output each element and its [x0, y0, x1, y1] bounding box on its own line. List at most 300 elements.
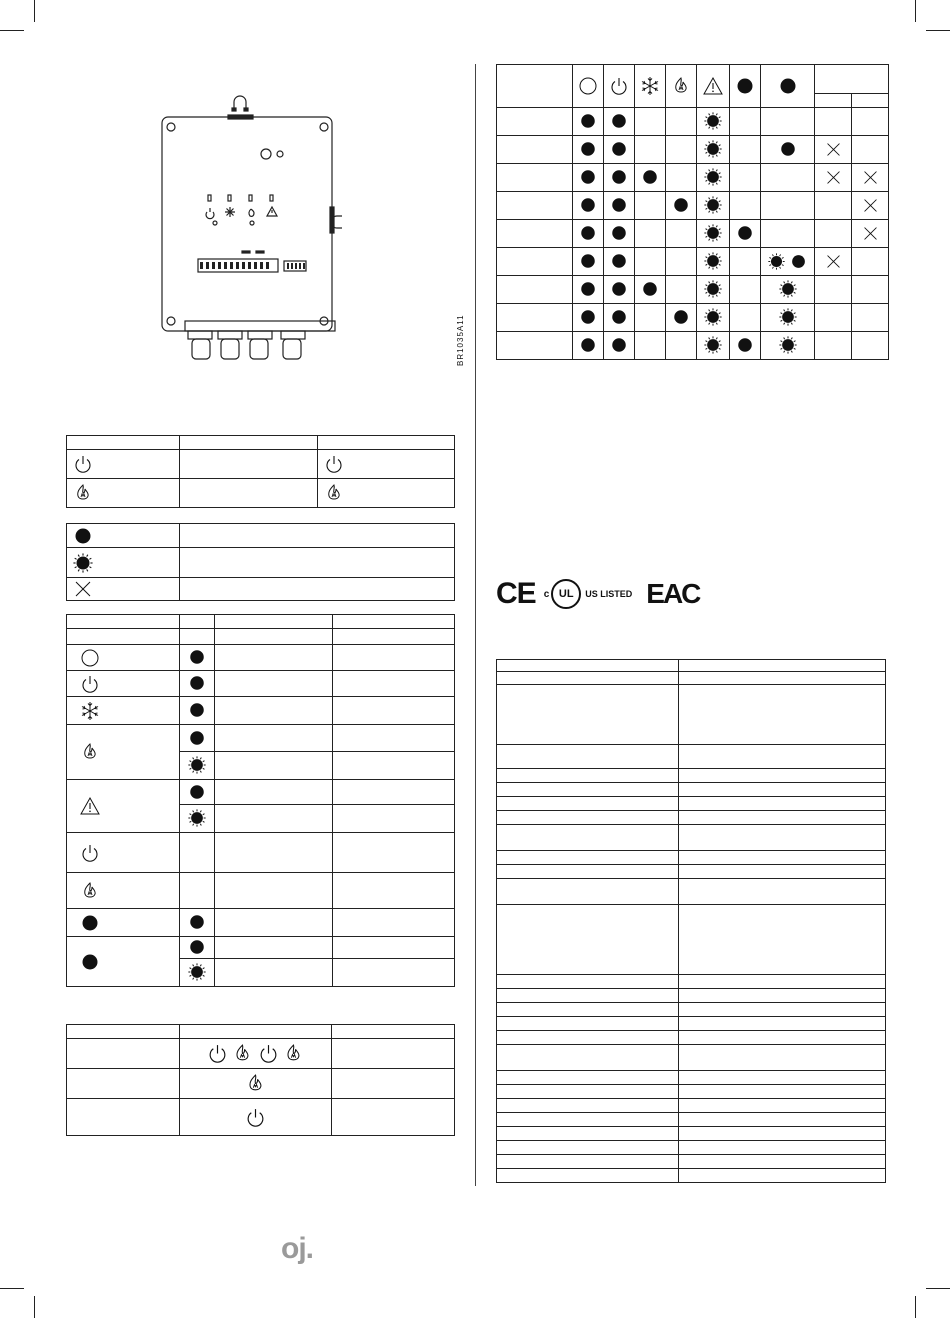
dot-on-icon [579, 280, 597, 298]
table-cell [333, 873, 455, 909]
table-cell [666, 248, 697, 276]
dot-on-icon [610, 168, 628, 186]
cross-icon [825, 169, 842, 186]
snowflake-icon [80, 701, 100, 721]
table-cell [180, 578, 455, 601]
table-cell [497, 1113, 679, 1127]
legend-table [66, 523, 455, 601]
flame-icon [245, 1073, 266, 1094]
power-icon [245, 1107, 266, 1128]
table-cell [573, 276, 604, 304]
spec-row [497, 1155, 886, 1169]
table-cell [332, 1099, 455, 1136]
header-cell [180, 1025, 332, 1039]
table-cell [333, 805, 455, 833]
table-cell [852, 164, 889, 192]
table-row [67, 479, 455, 508]
dot-on-icon [641, 168, 659, 186]
table-cell [67, 524, 180, 548]
table-cell [635, 136, 666, 164]
table-cell [180, 805, 215, 833]
dot-on-icon [579, 336, 597, 354]
table-cell [604, 276, 635, 304]
table-cell [679, 865, 886, 879]
table-cell [497, 905, 679, 975]
dot-on-icon [672, 196, 690, 214]
table-cell [852, 108, 889, 136]
table-cell [333, 833, 455, 873]
mode-table [66, 1024, 455, 1136]
dot-flash-icon [704, 336, 722, 354]
specification-table [496, 659, 886, 1183]
table-cell [852, 304, 889, 332]
spec-row [497, 769, 886, 783]
table-cell [215, 873, 333, 909]
table-cell [333, 937, 455, 959]
table-cell [679, 825, 886, 851]
table-cell [497, 248, 573, 276]
table-cell [497, 865, 679, 879]
crop-mark [34, 1296, 35, 1318]
table-cell [180, 697, 215, 725]
table-cell [215, 752, 333, 780]
spec-row [497, 745, 886, 769]
table-cell [497, 797, 679, 811]
table-cell [497, 989, 679, 1003]
dot-on-icon [736, 336, 754, 354]
table-cell [666, 220, 697, 248]
table-cell [497, 1099, 679, 1113]
table-cell [333, 645, 455, 671]
table-cell [679, 660, 886, 672]
table-cell [180, 671, 215, 697]
header-cell [635, 65, 666, 108]
table-cell [679, 1127, 886, 1141]
table-row [67, 645, 455, 671]
dot-flash-icon [704, 280, 722, 298]
crop-mark [0, 1288, 24, 1289]
table-cell [333, 752, 455, 780]
spec-row [497, 783, 886, 797]
table-cell [333, 629, 455, 645]
table-cell [666, 304, 697, 332]
dot-on-icon [736, 224, 754, 242]
dot-flash-icon [704, 196, 722, 214]
dot-on-icon [610, 308, 628, 326]
header-cell [497, 65, 573, 108]
table-cell [697, 248, 730, 276]
ul-mark: UL [551, 579, 581, 609]
table-cell [573, 192, 604, 220]
table-row [67, 909, 455, 937]
table-cell [761, 332, 815, 360]
spec-row [497, 851, 886, 865]
spec-row [497, 1003, 886, 1017]
dot-flash-icon [704, 308, 722, 326]
table-cell [497, 1031, 679, 1045]
table-cell [679, 1003, 886, 1017]
table-cell [697, 192, 730, 220]
table-cell [815, 332, 852, 360]
table-cell [697, 332, 730, 360]
table-cell [67, 1069, 180, 1099]
table-cell [67, 1039, 180, 1069]
table-cell [852, 136, 889, 164]
spec-row [497, 975, 886, 989]
table-cell [604, 192, 635, 220]
table-cell [815, 108, 852, 136]
dot-on-icon [579, 224, 597, 242]
legend-row [67, 524, 455, 548]
table-cell [635, 276, 666, 304]
table-cell [497, 332, 573, 360]
circle-icon [80, 648, 100, 668]
table-cell [333, 725, 455, 752]
table-cell [815, 276, 852, 304]
dot-on-icon [188, 701, 206, 719]
table-cell [730, 304, 761, 332]
table-cell [318, 479, 455, 508]
table-cell [497, 220, 573, 248]
table-cell [215, 833, 333, 873]
power-icon [80, 674, 100, 694]
dot-flash-icon [704, 112, 722, 130]
table-cell [67, 937, 180, 987]
table-cell [679, 1113, 886, 1127]
table-cell [604, 220, 635, 248]
table-cell [67, 645, 180, 671]
dot-on-icon [188, 729, 206, 747]
table-cell [318, 450, 455, 479]
dot-flash-icon [73, 553, 93, 573]
warning-icon [703, 76, 723, 96]
table-cell [815, 94, 852, 108]
table-cell [67, 697, 180, 725]
dot-on-icon [80, 952, 100, 972]
table-cell [180, 479, 318, 508]
table-cell [67, 780, 180, 833]
table-row [67, 780, 455, 805]
table-cell [697, 276, 730, 304]
table-cell [679, 1169, 886, 1183]
dot-on-icon [610, 196, 628, 214]
table-cell [180, 645, 215, 671]
table-subheader-row [67, 629, 455, 645]
table-cell [497, 1071, 679, 1085]
header-cell [730, 65, 761, 108]
table-cell [679, 783, 886, 797]
crop-mark [915, 0, 916, 22]
table-cell [215, 629, 333, 645]
table-cell [497, 811, 679, 825]
dot-flash-icon [704, 168, 722, 186]
dot-on-icon [735, 76, 755, 96]
spec-row [497, 1017, 886, 1031]
table-cell [666, 108, 697, 136]
table-cell [635, 304, 666, 332]
table-cell [730, 192, 761, 220]
spec-row [497, 1071, 886, 1085]
table-cell [497, 1141, 679, 1155]
table-cell [852, 276, 889, 304]
matrix-row [497, 332, 889, 360]
table-cell [852, 332, 889, 360]
dot-flash-icon [704, 140, 722, 158]
table-cell [497, 1085, 679, 1099]
table-cell [180, 959, 215, 987]
header-cell [332, 1025, 455, 1039]
table-cell [730, 332, 761, 360]
table-cell [679, 672, 886, 685]
table-cell [679, 745, 886, 769]
crop-mark [34, 0, 35, 22]
table-cell [497, 745, 679, 769]
table-cell [635, 164, 666, 192]
table-cell [761, 164, 815, 192]
table-cell [180, 725, 215, 752]
spec-row [497, 685, 886, 745]
table-cell [666, 192, 697, 220]
table-cell [67, 479, 180, 508]
table-cell [215, 697, 333, 725]
table-cell [730, 248, 761, 276]
spec-row [497, 811, 886, 825]
table-cell [332, 1069, 455, 1099]
table-cell [573, 220, 604, 248]
table-cell [815, 164, 852, 192]
table-cell [180, 548, 455, 578]
indicator-table [66, 614, 455, 987]
header-cell [318, 436, 455, 450]
flame-icon [73, 483, 93, 503]
matrix-row [497, 108, 889, 136]
spec-row [497, 1141, 886, 1155]
table-cell [679, 975, 886, 989]
crop-mark [0, 30, 24, 31]
table-cell [67, 671, 180, 697]
header-cell [333, 615, 455, 629]
table-cell [635, 248, 666, 276]
cross-icon [825, 141, 842, 158]
table-cell [67, 578, 180, 601]
legend-row [67, 578, 455, 601]
flame-icon [80, 742, 100, 762]
dot-on-icon [610, 140, 628, 158]
spec-row [497, 672, 886, 685]
table-cell [67, 873, 180, 909]
table-row [67, 833, 455, 873]
table-cell [573, 248, 604, 276]
dot-flash-icon [188, 809, 206, 827]
dot-flash-icon [704, 224, 722, 242]
device-drawing [150, 95, 470, 375]
table-cell [333, 909, 455, 937]
table-cell [573, 304, 604, 332]
table-cell [215, 645, 333, 671]
table-cell [604, 136, 635, 164]
table-cell [67, 1099, 180, 1136]
table-cell [180, 873, 215, 909]
table-cell [497, 1169, 679, 1183]
table-cell [666, 276, 697, 304]
table-header-row [67, 1025, 455, 1039]
table-cell [215, 780, 333, 805]
table-cell [333, 780, 455, 805]
crop-mark [915, 1296, 916, 1318]
spec-row [497, 865, 886, 879]
table-cell [332, 1039, 455, 1069]
ul-mark-prefix: c [543, 588, 550, 600]
table-cell [180, 909, 215, 937]
flame-icon [671, 76, 691, 96]
table-cell [730, 220, 761, 248]
table-row [67, 1039, 455, 1069]
table-cell [815, 192, 852, 220]
matrix-row [497, 248, 889, 276]
spec-row [497, 879, 886, 905]
table-row [67, 725, 455, 752]
spec-row [497, 1127, 886, 1141]
dot-flash-icon [779, 308, 797, 326]
table-cell [666, 164, 697, 192]
table-cell [497, 136, 573, 164]
column-divider [475, 64, 476, 1186]
header-cell [666, 65, 697, 108]
circle-icon [578, 76, 598, 96]
table-cell [761, 304, 815, 332]
table-cell [573, 108, 604, 136]
table-cell [215, 671, 333, 697]
table-cell [215, 959, 333, 987]
table-cell [635, 192, 666, 220]
header-cell [697, 65, 730, 108]
matrix-row [497, 192, 889, 220]
table-cell [730, 136, 761, 164]
table-cell [497, 783, 679, 797]
table-row [67, 873, 455, 909]
table-cell [67, 629, 180, 645]
table-cell [666, 332, 697, 360]
dot-on-icon [779, 140, 797, 158]
crop-mark [926, 1288, 950, 1289]
warning-icon [80, 796, 100, 816]
table-cell [497, 108, 573, 136]
header-cell [67, 1025, 180, 1039]
table-cell [333, 959, 455, 987]
table-cell [497, 1003, 679, 1017]
header-cell [604, 65, 635, 108]
flame-icon [283, 1043, 304, 1064]
spec-row [497, 1113, 886, 1127]
table-cell [761, 248, 815, 276]
dot-flash-icon [188, 963, 206, 981]
table-cell [697, 164, 730, 192]
table-cell [761, 136, 815, 164]
flame-icon [324, 483, 344, 503]
table-cell [497, 1017, 679, 1031]
table-cell [697, 304, 730, 332]
flame-icon [232, 1043, 253, 1064]
table-cell [215, 805, 333, 833]
table-cell [679, 1099, 886, 1113]
table-cell [67, 909, 180, 937]
table-cell [573, 136, 604, 164]
table-cell [815, 136, 852, 164]
table-cell [67, 725, 180, 780]
header-cell [215, 615, 333, 629]
table-cell [697, 220, 730, 248]
dot-on-icon [188, 648, 206, 666]
table-cell [497, 304, 573, 332]
table-cell [604, 108, 635, 136]
spec-row [497, 1085, 886, 1099]
cross-icon [825, 253, 842, 270]
dot-on-icon [610, 336, 628, 354]
table-cell [333, 697, 455, 725]
spec-row [497, 1031, 886, 1045]
table-cell [333, 671, 455, 697]
cross-icon [862, 197, 879, 214]
table-cell [497, 1045, 679, 1071]
cross-icon [862, 169, 879, 186]
table-cell [761, 220, 815, 248]
dot-on-icon [579, 168, 597, 186]
table-cell [497, 769, 679, 783]
dot-flash-icon [188, 756, 206, 774]
table-cell [604, 332, 635, 360]
power-mode-table [66, 435, 455, 508]
table-cell [497, 192, 573, 220]
table-cell [497, 672, 679, 685]
table-cell [215, 937, 333, 959]
table-cell [679, 685, 886, 745]
dot-on-icon [80, 913, 100, 933]
table-cell [497, 276, 573, 304]
table-cell [497, 975, 679, 989]
table-cell [67, 450, 180, 479]
table-header-row [67, 436, 455, 450]
table-cell [815, 248, 852, 276]
dot-on-icon [610, 252, 628, 270]
power-icon [258, 1043, 279, 1064]
dot-on-icon [579, 196, 597, 214]
header-cell [761, 65, 815, 108]
table-cell [679, 989, 886, 1003]
table-cell [815, 220, 852, 248]
dot-on-icon [778, 76, 798, 96]
table-cell [679, 1045, 886, 1071]
cross-icon [862, 225, 879, 242]
table-cell [497, 1155, 679, 1169]
power-icon [207, 1043, 228, 1064]
table-cell [679, 851, 886, 865]
table-cell [852, 192, 889, 220]
dot-on-icon [610, 224, 628, 242]
table-cell [215, 725, 333, 752]
dot-on-icon [579, 140, 597, 158]
header-cell [67, 436, 180, 450]
table-cell [697, 108, 730, 136]
table-cell [497, 685, 679, 745]
table-row [67, 1069, 455, 1099]
table-row [67, 450, 455, 479]
table-cell [635, 108, 666, 136]
snowflake-icon [640, 76, 660, 96]
spec-row [497, 905, 886, 975]
dot-on-icon [188, 783, 206, 801]
spec-row [497, 1169, 886, 1183]
table-cell [730, 164, 761, 192]
